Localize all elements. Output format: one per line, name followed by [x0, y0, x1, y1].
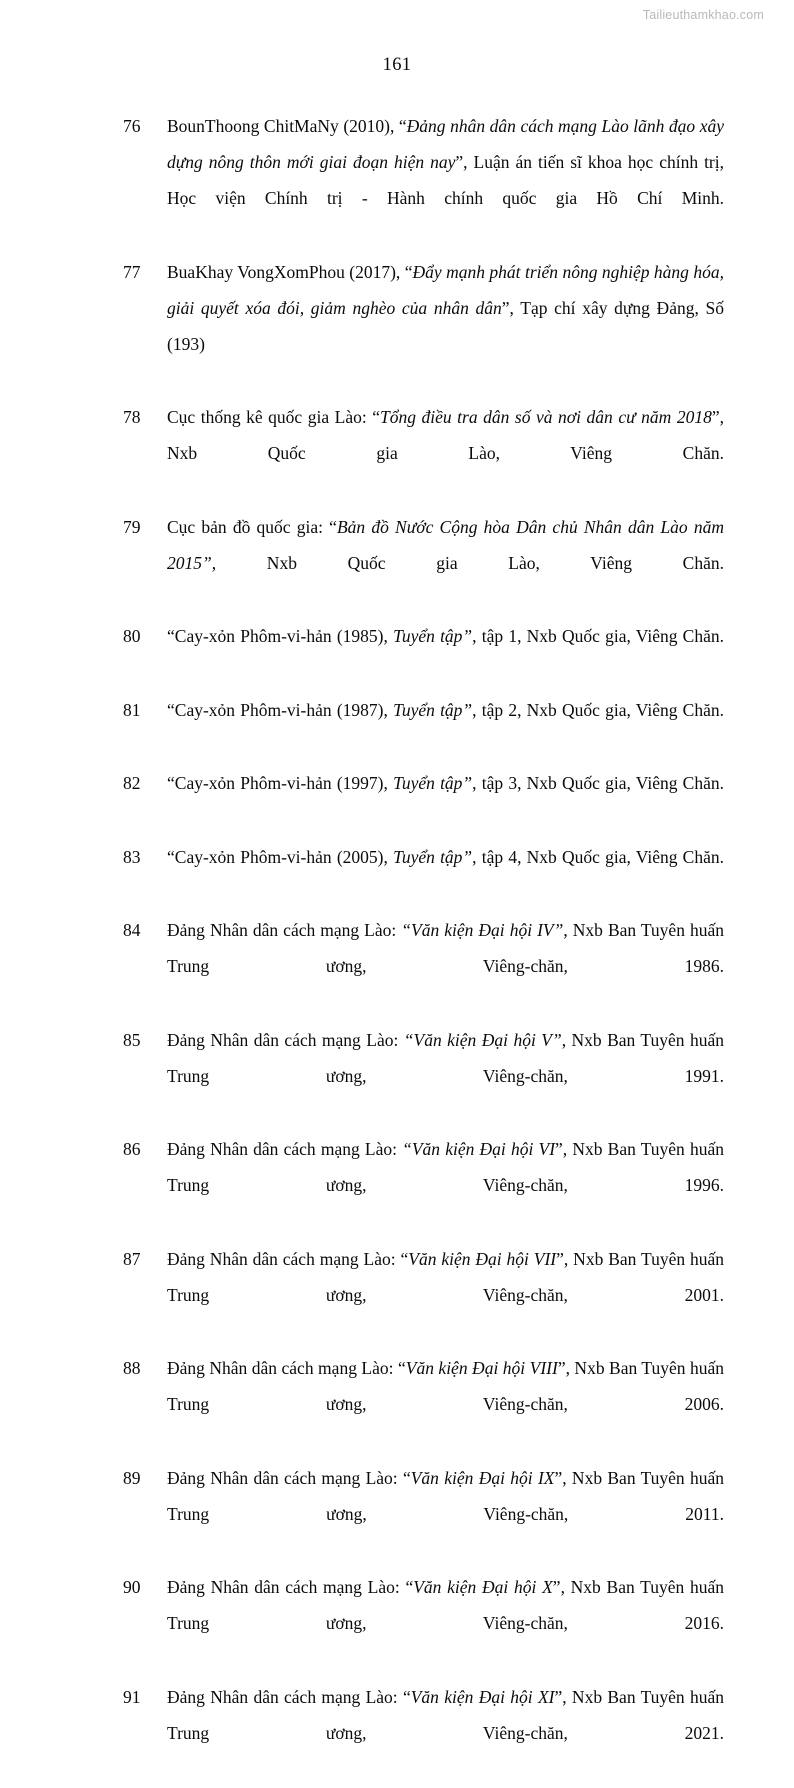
reference-text-segment: “Cay-xỏn Phôm-vi-hản (2005),	[167, 846, 394, 867]
reference-text	[167, 1460, 724, 1568]
reference-text-segment: ”, Nxb Ban Tuyên huấn Trung ương, Viêng-chăn, 2016.	[167, 1577, 724, 1633]
reference-number: 78	[123, 407, 141, 427]
reference-entry	[118, 1679, 724, 1787]
reference-number: 85	[123, 1029, 141, 1050]
reference-text	[167, 1679, 724, 1787]
reference-title-italic: Tuyển tập”	[393, 846, 473, 867]
reference-title-italic: “Văn kiện Đại hội V”	[403, 1029, 562, 1050]
reference-title-italic: Văn kiện Đại hội VIII	[405, 1358, 558, 1378]
reference-text-segment: , tập 3, Nxb Quốc gia, Viêng Chăn.	[472, 773, 724, 793]
reference-text	[167, 765, 724, 837]
reference-text-segment: Đảng Nhân dân cách mạng Lào: “	[167, 1686, 411, 1707]
reference-title-italic: Văn kiện Đại hội IX	[410, 1467, 555, 1488]
reference-number: 77	[123, 261, 141, 282]
reference-title-italic: Văn kiện Đại hội X	[413, 1577, 553, 1597]
reference-text	[167, 692, 724, 764]
reference-number: 91	[123, 1686, 141, 1707]
reference-title-italic: Tổng điều tra dân số và nơi dân cư năm 2018	[380, 407, 712, 427]
reference-number: 81	[123, 699, 141, 720]
reference-title-italic: Đẩy mạnh phát triển nông nghiệp hàng hóa, giải quyết xóa đói, giảm nghèo của nhân dân	[167, 261, 724, 318]
reference-entry	[118, 1241, 724, 1349]
reference-text-segment: , Nxb Ban Tuyên huấn Trung ương, Viêng-chăn, 1986.	[167, 920, 724, 976]
reference-text	[167, 509, 724, 617]
reference-text-segment: Đảng Nhân dân cách mạng Lào: “	[167, 1358, 406, 1378]
reference-text	[167, 1241, 724, 1349]
reference-number: 79	[123, 516, 141, 537]
reference-entry	[118, 765, 724, 837]
reference-list	[118, 108, 724, 1788]
reference-title-italic: Tuyển tập”	[393, 699, 473, 720]
reference-text	[167, 1569, 724, 1677]
reference-title-italic: Văn kiện Đại hội XI	[410, 1686, 555, 1707]
reference-title-italic: “Văn kiện Đại hội VI	[402, 1139, 556, 1159]
reference-entry	[118, 1460, 724, 1568]
reference-entry	[118, 1022, 724, 1130]
reference-text	[167, 254, 724, 398]
reference-text-segment: BounThoong ChitMaNy (2010), “	[167, 116, 407, 136]
reference-entry	[118, 254, 724, 398]
reference-text-segment: BuaKhay VongXomPhou (2017), “	[167, 261, 413, 282]
reference-text-segment: “Cay-xỏn Phôm-vi-hản (1987),	[167, 699, 394, 720]
reference-text	[167, 618, 724, 690]
reference-entry	[118, 1569, 724, 1677]
reference-text-segment: Đảng Nhân dân cách mạng Lào: “	[167, 1248, 409, 1269]
reference-text-segment: ”, Nxb Ban Tuyên huấn Trung ương, Viêng-chăn, 2021.	[167, 1686, 724, 1743]
reference-text	[167, 1131, 724, 1239]
reference-text	[167, 1350, 724, 1458]
reference-entry	[118, 618, 724, 690]
reference-text	[167, 399, 724, 507]
reference-text-segment: Đảng Nhân dân cách mạng Lào: “	[167, 1467, 411, 1488]
reference-number: 82	[123, 773, 141, 793]
reference-number: 88	[123, 1358, 141, 1378]
reference-text-segment: ”, Nxb Ban Tuyên huấn Trung ương, Viêng-chăn, 2011.	[167, 1467, 724, 1524]
reference-number: 80	[123, 626, 141, 646]
reference-entry	[118, 1131, 724, 1239]
reference-number: 89	[123, 1467, 141, 1488]
reference-number: 84	[123, 920, 141, 940]
reference-entry	[118, 1350, 724, 1458]
reference-text-segment: , Nxb Quốc gia Lào, Viêng Chăn.	[211, 552, 724, 573]
reference-title-italic: Tuyển tập”	[393, 626, 473, 646]
reference-text-segment: ”, Luận án tiến sĩ khoa học chính trị, Học viện Chính trị - Hành chính quốc gia Hồ Chí Minh.	[167, 152, 724, 208]
reference-text-segment: “Cay-xỏn Phôm-vi-hản (1997),	[167, 773, 394, 793]
reference-text-segment: , tập 2, Nxb Quốc gia, Viêng Chăn.	[472, 699, 724, 720]
reference-text-segment: Đảng Nhân dân cách mạng Lào: “	[167, 1577, 414, 1597]
reference-number: 86	[123, 1139, 141, 1159]
reference-text-segment: “Cay-xỏn Phôm-vi-hản (1985),	[167, 626, 394, 646]
reference-entry	[118, 692, 724, 764]
reference-text-segment: ”, Nxb Ban Tuyên huấn Trung ương, Viêng-chăn, 1996.	[167, 1139, 724, 1195]
page-number: 161	[382, 55, 412, 75]
reference-text-segment: Đảng Nhân dân cách mạng Lào:	[167, 1029, 404, 1050]
reference-text-segment: , tập 4, Nxb Quốc gia, Viêng Chăn.	[472, 846, 724, 867]
reference-text-segment: ”, Tạp chí xây dựng Đảng, Số (193)	[167, 297, 724, 354]
reference-text-segment: ”, Nxb Ban Tuyên huấn Trung ương, Viêng-chăn, 2001.	[167, 1248, 724, 1305]
reference-number: 87	[123, 1248, 141, 1269]
site-watermark: Tailieuthamkhao.com	[642, 8, 764, 22]
reference-text	[167, 912, 724, 1020]
reference-text-segment: Cục bản đồ quốc gia: “	[167, 516, 337, 537]
reference-number: 90	[123, 1577, 141, 1597]
reference-text-segment: ”, Nxb Ban Tuyên huấn Trung ương, Viêng-chăn, 2006.	[167, 1358, 725, 1414]
reference-title-italic: Tuyển tập”	[393, 773, 473, 793]
reference-number: 83	[123, 846, 141, 867]
reference-text-segment: , Nxb Ban Tuyên huấn Trung ương, Viêng-chăn, 1991.	[167, 1029, 724, 1086]
reference-text	[167, 1022, 724, 1130]
reference-text-segment: , tập 1, Nxb Quốc gia, Viêng Chăn.	[472, 626, 724, 646]
reference-entry	[118, 912, 724, 1020]
reference-entry	[118, 839, 724, 911]
reference-text-segment: Đảng Nhân dân cách mạng Lào:	[167, 1139, 403, 1159]
reference-text	[167, 839, 724, 911]
reference-text	[167, 108, 724, 252]
reference-title-italic: Đảng nhân dân cách mạng Lào lãnh đạo xây dựng nông thôn mới giai đoạn hiện nay	[167, 116, 724, 172]
reference-text-segment: Đảng Nhân dân cách mạng Lào:	[167, 920, 402, 940]
reference-entry	[118, 399, 724, 507]
reference-title-italic: Bản đồ Nước Cộng hòa Dân chủ Nhân dân Lào năm 2015”	[167, 516, 725, 573]
reference-title-italic: Văn kiện Đại hội VII	[408, 1248, 557, 1269]
reference-text-segment: ”, Nxb Quốc gia Lào, Viêng Chăn.	[167, 407, 724, 463]
reference-entry	[118, 108, 724, 252]
reference-number: 76	[123, 116, 141, 136]
reference-text-segment: Cục thống kê quốc gia Lào: “	[167, 407, 380, 427]
reference-entry	[118, 509, 724, 617]
reference-title-italic: “Văn kiện Đại hội IV”	[401, 920, 564, 940]
